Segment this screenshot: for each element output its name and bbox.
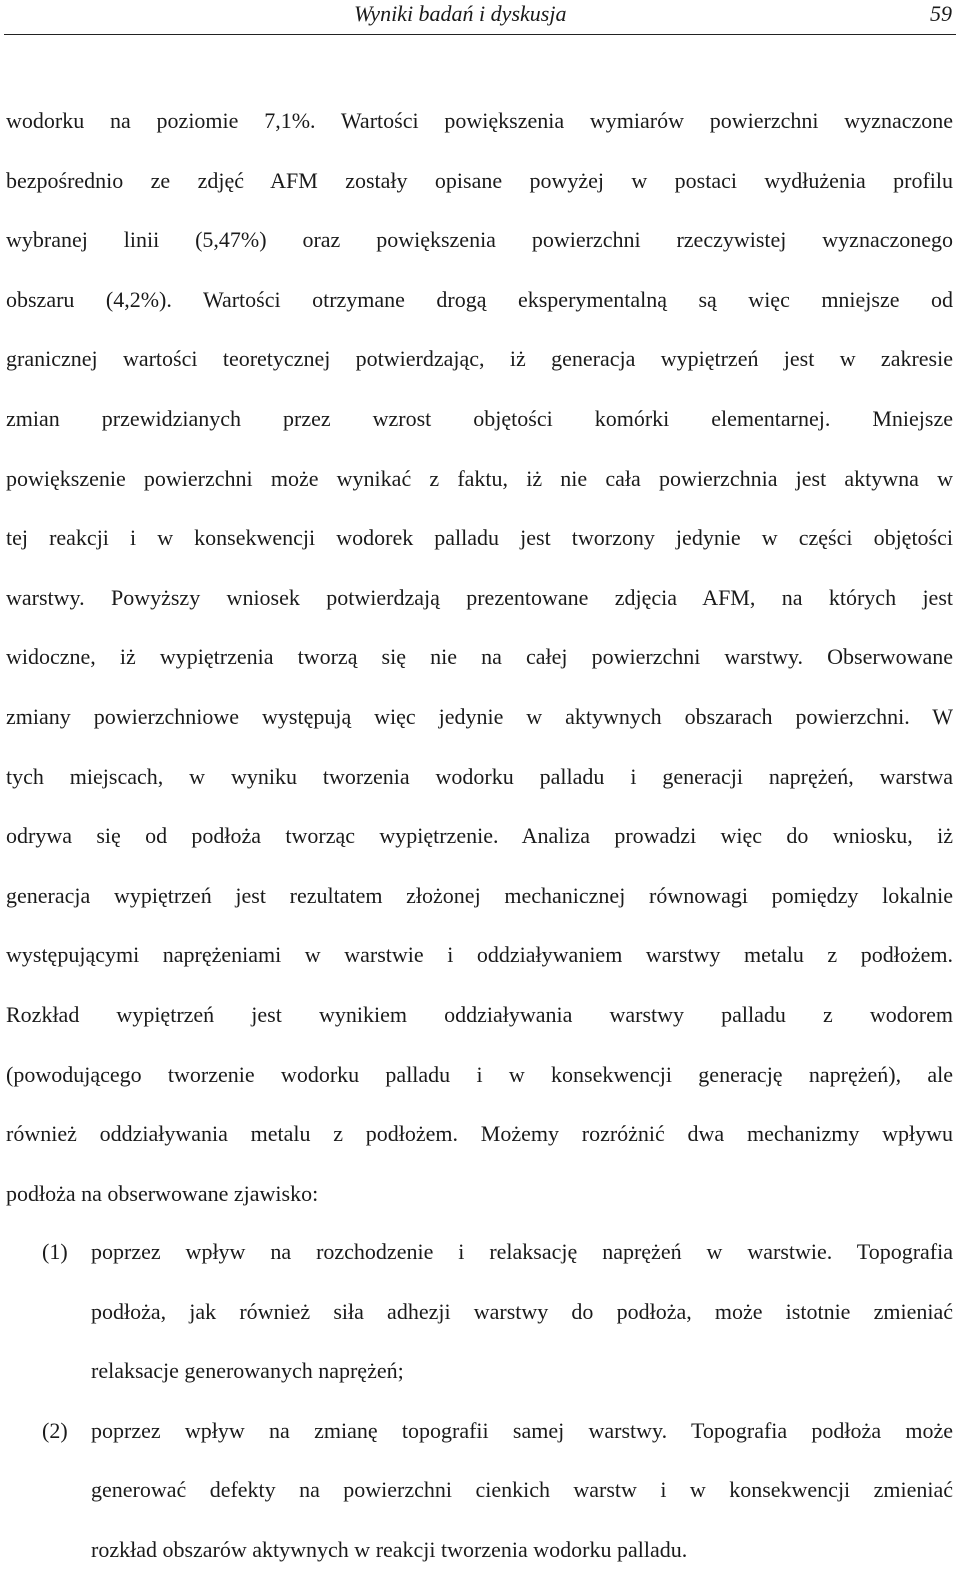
list-marker: (1) xyxy=(42,1239,68,1264)
list-item-text xyxy=(91,1411,953,1590)
list-line: podłoża, jak również siła adhezji warstwy do podłoża, może istotnie zmieniać xyxy=(91,1298,953,1324)
page-header xyxy=(0,0,960,36)
paragraph-line: bezpośrednio ze zdjęć AFM zostały opisane powyżej w postaci wydłużenia profilu xyxy=(6,167,953,193)
paragraph-line: powiększenie powierzchni może wynikać z faktu, iż nie cała powierzchnia jest aktywna w xyxy=(6,465,953,491)
paragraph-line: występującymi naprężeniami w warstwie i oddziaływaniem warstwy metalu z podłożem. xyxy=(6,942,953,968)
list-line: poprzez wpływ na zmianę topografii samej warstwy. Topografia podłoża może xyxy=(91,1417,953,1443)
page-number: 59 xyxy=(930,1,952,26)
paragraph-line: wodorku na poziomie 7,1%. Wartości powiększenia wymiarów powierzchni wyznaczone xyxy=(6,108,953,133)
paragraph-line: generacja wypiętrzeń jest rezultatem złożonej mechanicznej równowagi pomiędzy lokalnie xyxy=(6,882,953,908)
header-divider xyxy=(4,34,956,35)
paragraph-line: warstwy. Powyższy wniosek potwierdzają prezentowane zdjęcia AFM, na których jest xyxy=(6,584,953,610)
list-marker: (2) xyxy=(42,1417,68,1443)
running-header-title: Wyniki badań i dyskusja xyxy=(354,1,567,26)
list-line: rozkład obszarów aktywnych w reakcji tworzenia wodorku palladu. xyxy=(91,1536,688,1562)
paragraph-line: zmiany powierzchniowe występują więc jedynie w aktywnych obszarach powierzchni. W xyxy=(6,703,953,729)
list-line: poprzez wpływ na rozchodzenie i relaksację naprężeń w warstwie. Topografia xyxy=(91,1239,953,1264)
numbered-list xyxy=(0,1232,960,1590)
paragraph-line: wybranej linii (5,47%) oraz powiększenia powierzchni rzeczywistej wyznaczonego xyxy=(6,227,953,253)
list-item xyxy=(0,1411,960,1590)
list-line: generować defekty na powierzchni cienkich warstw i w konsekwencji zmieniać xyxy=(91,1477,953,1503)
list-item xyxy=(0,1232,960,1411)
paragraph-line: tej reakcji i w konsekwencji wodorek palladu jest tworzony jedynie w części objętości xyxy=(6,525,953,551)
body-paragraph xyxy=(6,101,953,1233)
paragraph-line: widoczne, iż wypiętrzenia tworzą się nie na całej powierzchni warstwy. Obserwowane xyxy=(6,644,953,670)
paragraph-line: zmian przewidzianych przez wzrost objętości komórki elementarnej. Mniejsze xyxy=(6,405,953,431)
paragraph-line: granicznej wartości teoretycznej potwierdzając, iż generacja wypiętrzeń jest w zakresie xyxy=(6,346,953,372)
paragraph-line: Rozkład wypiętrzeń jest wynikiem oddziaływania warstwy palladu z wodorem xyxy=(6,1001,953,1027)
paragraph-line: (powodującego tworzenie wodorku palladu i w konsekwencji generację naprężeń), ale xyxy=(6,1061,953,1087)
paragraph-line: tych miejscach, w wyniku tworzenia wodorku palladu i generacji naprężeń, warstwa xyxy=(6,763,953,789)
paragraph-line: podłoża na obserwowane zjawisko: xyxy=(6,1180,319,1206)
list-item-text xyxy=(91,1232,953,1411)
paragraph-line: obszaru (4,2%). Wartości otrzymane drogą eksperymentalną są więc mniejsze od xyxy=(6,286,953,312)
paragraph-line: odrywa się od podłoża tworząc wypiętrzenie. Analiza prowadzi więc do wniosku, iż xyxy=(6,823,953,849)
list-line: relaksacje generowanych naprężeń; xyxy=(91,1358,404,1384)
paragraph-line: również oddziaływania metalu z podłożem. Możemy rozróżnić dwa mechanizmy wpływu xyxy=(6,1121,953,1147)
